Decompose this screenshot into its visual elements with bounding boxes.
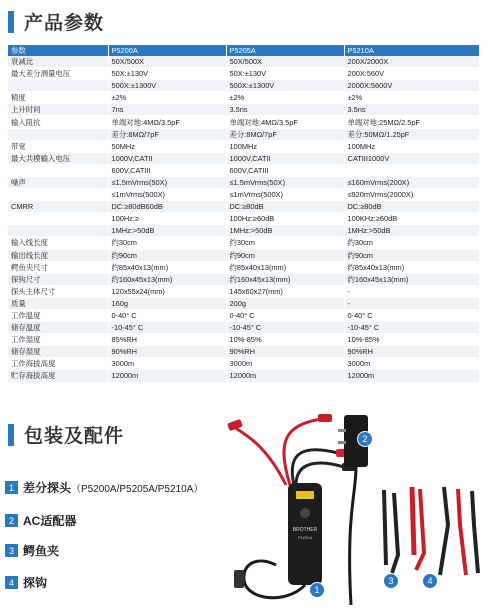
table-cell-value: 100MHz [226, 140, 344, 152]
table-row [8, 92, 479, 104]
table-row [8, 346, 479, 358]
table-cell-value: 约160x45x13(mm) [108, 273, 226, 285]
table-cell-value: 约30cm [108, 237, 226, 249]
table-cell-value [344, 164, 479, 176]
table-cell-value: 约85x40x13(mm) [108, 261, 226, 273]
table-cell-param: 工作温度 [8, 309, 108, 321]
table-cell-param: 工作湿度 [8, 334, 108, 346]
table-cell-param: 噪声 [8, 176, 108, 188]
accessory-item-1 [5, 479, 203, 496]
table-cell-value: 0-40° C [226, 309, 344, 321]
table-cell-value: DC:≥80dB [226, 201, 344, 213]
accessory-number: 1 [5, 481, 18, 494]
table-cell-value: DC:≥80dB [344, 201, 479, 213]
table-cell-value: 100Hz:≥60dB [226, 213, 344, 225]
table-cell-value: 差分:8MΩ/7pF [226, 128, 344, 140]
accessory-number: 3 [5, 544, 18, 557]
accessory-item-3 [5, 542, 59, 559]
spec-table-body [8, 56, 479, 382]
table-cell-param: 精度 [8, 92, 108, 104]
table-cell-value: 145x60x27(mm) [226, 285, 344, 297]
table-cell-value: 约160x45x13(mm) [344, 273, 479, 285]
table-cell-value: 12000m [108, 370, 226, 382]
table-cell-param [8, 80, 108, 92]
table-row [8, 261, 479, 273]
table-cell-value: 100Hz:≥ [108, 213, 226, 225]
section-title-params: 产品参数 [24, 13, 105, 34]
table-cell-value: -10-45° C [226, 322, 344, 334]
table-cell-value: 200X:560V [344, 68, 479, 80]
table-row [8, 128, 479, 140]
spec-table-header [8, 45, 479, 56]
accessory-number: 2 [5, 514, 18, 527]
table-cell-param: 输出线长度 [8, 249, 108, 261]
table-cell-value: 约30cm [226, 237, 344, 249]
table-cell-value: 90%RH [344, 346, 479, 358]
section-accent-bar [8, 11, 14, 33]
table-cell-value: 3000m [344, 358, 479, 370]
table-cell-value: 约30cm [344, 237, 479, 249]
section-header-package [8, 421, 124, 448]
table-cell-value: 100MHz [344, 140, 479, 152]
table-cell-value: 约90cm [344, 249, 479, 261]
table-row [8, 68, 479, 80]
table-row [8, 249, 479, 261]
table-cell-value: 600V,CATIII [108, 164, 226, 176]
table-cell-value: 差分:50MΩ/1.25pF [344, 128, 479, 140]
table-cell-param: 输入线长度 [8, 237, 108, 249]
table-cell-value: 500X:±1300V [226, 80, 344, 92]
table-cell-value: - [344, 297, 479, 309]
table-cell-param: 最大共模输入电压 [8, 152, 108, 164]
table-row [8, 370, 479, 382]
probe-brand-text: BROTHER [292, 527, 318, 533]
table-cell-param [8, 164, 108, 176]
table-cell-value: 约90cm [226, 249, 344, 261]
table-cell-value: 50X/500X [108, 56, 226, 68]
table-cell-value: 单端对地:4MΩ/3.5pF [226, 116, 344, 128]
table-cell-value: ±2% [344, 92, 479, 104]
table-cell-value: 3.5ns [226, 104, 344, 116]
table-cell-value: CATIII1000V [344, 152, 479, 164]
table-cell-value: ≤1mVrms(500X) [226, 189, 344, 201]
spec-table [8, 45, 480, 383]
table-cell-param: 储存湿度 [8, 346, 108, 358]
table-cell-value: 10%-85% [226, 334, 344, 346]
table-row [8, 273, 479, 285]
photo-badge-4: 4 [422, 573, 438, 589]
table-row [8, 309, 479, 321]
table-cell-value: ≤1.5mVrms(50X) [226, 176, 344, 188]
table-cell-param: 最大差分测量电压 [8, 68, 108, 80]
table-row [8, 201, 479, 213]
table-cell-param: 贮存海拔高度 [8, 370, 108, 382]
table-row [8, 164, 479, 176]
table-row [8, 152, 479, 164]
accessory-models: （P5200A/P5205A/P5210A） [71, 484, 204, 495]
table-cell-value: 85%RH [108, 334, 226, 346]
accessory-item-4 [5, 574, 47, 591]
table-cell-value: 1MHz:>50dB [226, 225, 344, 237]
table-row [8, 213, 479, 225]
table-cell-param: 带宽 [8, 140, 108, 152]
section-title-package: 包装及配件 [24, 426, 125, 447]
table-cell-value: 0-40° C [108, 309, 226, 321]
table-cell-value: 50X:±130V [108, 68, 226, 80]
table-cell-value: 12000m [226, 370, 344, 382]
table-cell-value: DC:≥80dB60dB [108, 201, 226, 213]
table-row [8, 56, 479, 68]
table-cell-value: ≤920mVrms(2000X) [344, 189, 479, 201]
photo-badge-2: 2 [357, 431, 373, 447]
table-cell-param: 储存温度 [8, 322, 108, 334]
table-cell-param: 鳄鱼夹尺寸 [8, 261, 108, 273]
table-cell-param [8, 225, 108, 237]
header-p5200a: P5200A [108, 45, 226, 56]
photo-badge-1: 1 [309, 582, 325, 598]
table-cell-value: 约85x40x13(mm) [344, 261, 479, 273]
table-row [8, 297, 479, 309]
accessory-number: 4 [5, 576, 18, 589]
table-cell-value: 3.5ns [344, 104, 479, 116]
table-cell-value: 单端对地:25MΩ/2.5pF [344, 116, 479, 128]
table-cell-value: 差分:8MΩ/7pF [108, 128, 226, 140]
header-p5205a: P5205A [226, 45, 344, 56]
table-cell-param: 探头主体尺寸 [8, 285, 108, 297]
table-row [8, 334, 479, 346]
table-row [8, 104, 479, 116]
table-cell-value: 3000m [108, 358, 226, 370]
table-cell-value: 50MHz [108, 140, 226, 152]
table-cell-value: 1MHz:>50dB [108, 225, 226, 237]
table-cell-param: 衰减比 [8, 56, 108, 68]
table-cell-value: 10%-85% [344, 334, 479, 346]
table-cell-value: 50X/500X [226, 56, 344, 68]
table-cell-value: 1MHz:>50dB [344, 225, 479, 237]
accessory-label: 鳄鱼夹 [23, 544, 60, 558]
table-cell-param [8, 128, 108, 140]
accessory-label: 差分探头 [23, 481, 72, 495]
table-row [8, 358, 479, 370]
table-cell-value: ≤1.5mVrms(50X) [108, 176, 226, 188]
section-accent-bar [8, 424, 14, 446]
probe-model-text: P5200A [297, 535, 313, 540]
table-cell-value: 120x55x24(mm) [108, 285, 226, 297]
table-cell-value: 90%RH [226, 346, 344, 358]
table-cell-param: 上升时间 [8, 104, 108, 116]
table-cell-value: 1000V,CATII [108, 152, 226, 164]
table-cell-param: 工作海拔高度 [8, 358, 108, 370]
accessory-label: AC适配器 [23, 514, 77, 528]
table-cell-value: 500X:±1300V [108, 80, 226, 92]
table-cell-value: 50X:±130V [226, 68, 344, 80]
table-cell-value: 2000X:5600V [344, 80, 479, 92]
table-row [8, 322, 479, 334]
table-cell-value: 200g [226, 297, 344, 309]
table-row [8, 225, 479, 237]
table-cell-value: 90%RH [108, 346, 226, 358]
table-cell-value: -10-45° C [108, 322, 226, 334]
table-cell-value: 160g [108, 297, 226, 309]
table-cell-value: - [344, 285, 479, 297]
table-cell-param: 输入阻抗 [8, 116, 108, 128]
table-cell-value: 600V,CATIII [226, 164, 344, 176]
table-row [8, 189, 479, 201]
table-cell-value: 12000m [344, 370, 479, 382]
photo-badge-3: 3 [383, 573, 399, 589]
table-cell-value: ≤160mVrms(200X) [344, 176, 479, 188]
table-cell-value: 3000m [226, 358, 344, 370]
table-cell-value: 200X/2000X [344, 56, 479, 68]
table-cell-value: ±2% [108, 92, 226, 104]
table-row [8, 80, 479, 92]
table-cell-value: ±2% [226, 92, 344, 104]
header-p5210a: P5210A [344, 45, 479, 56]
table-row [8, 176, 479, 188]
accessory-item-2 [5, 512, 76, 529]
table-cell-value: 约160x45x13(mm) [226, 273, 344, 285]
table-cell-value: 约85x40x13(mm) [226, 261, 344, 273]
table-cell-value: 1000V,CATII [226, 152, 344, 164]
table-row [8, 116, 479, 128]
table-cell-value: 约90cm [108, 249, 226, 261]
table-cell-value: 100KHz:≥60dB [344, 213, 479, 225]
header-param: 参数 [8, 45, 108, 56]
table-row [8, 237, 479, 249]
table-cell-param: CMRR [8, 201, 108, 213]
table-cell-param: 探钩尺寸 [8, 273, 108, 285]
table-cell-value: 7ns [108, 104, 226, 116]
table-cell-value: ≤1mVrms(500X) [108, 189, 226, 201]
table-cell-param [8, 189, 108, 201]
table-cell-param [8, 213, 108, 225]
table-cell-param: 质量 [8, 297, 108, 309]
product-photo [226, 405, 487, 611]
table-cell-value: 0-40° C [344, 309, 479, 321]
table-row [8, 285, 479, 297]
table-cell-value: 单端对地:4MΩ/3.5pF [108, 116, 226, 128]
section-header-params [8, 8, 104, 35]
accessory-label: 探钩 [23, 576, 48, 590]
table-cell-value: -10-45° C [344, 322, 479, 334]
table-row [8, 140, 479, 152]
